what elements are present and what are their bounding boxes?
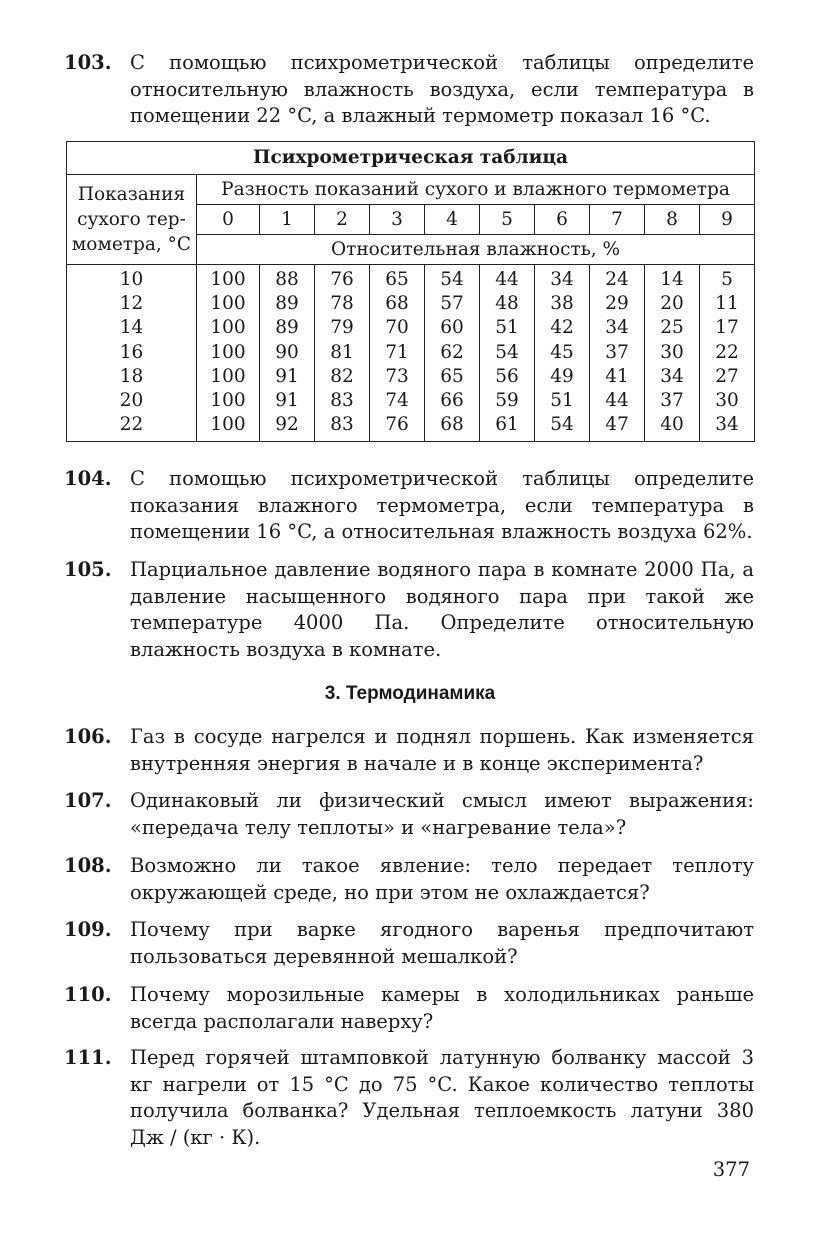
problem-111 bbox=[64, 1045, 754, 1151]
problem-104 bbox=[64, 466, 754, 546]
humidity-column-1 bbox=[260, 265, 315, 442]
humidity-value: 91 bbox=[275, 390, 299, 412]
humidity-value: 38 bbox=[550, 293, 574, 315]
humidity-value: 89 bbox=[275, 317, 299, 339]
dry-temperature: 12 bbox=[119, 293, 144, 315]
humidity-value: 76 bbox=[330, 269, 354, 290]
humidity-column-3 bbox=[370, 265, 425, 442]
humidity-column-4 bbox=[425, 265, 480, 442]
dry-temperature: 18 bbox=[119, 365, 144, 387]
humidity-value: 100 bbox=[210, 293, 246, 315]
humidity-column-6 bbox=[535, 265, 590, 442]
humidity-value: 90 bbox=[275, 341, 299, 363]
humidity-value: 100 bbox=[210, 317, 246, 339]
problem-text: Почему при варке ягодного варенья предпочитают пользоваться деревянной мешалкой? bbox=[130, 918, 754, 968]
dry-header-line: сухого тер- bbox=[77, 209, 186, 230]
humidity-value: 54 bbox=[550, 414, 574, 436]
problem-number: 107. bbox=[64, 789, 112, 812]
humidity-value: 59 bbox=[495, 390, 519, 412]
humidity-value: 100 bbox=[210, 390, 246, 412]
table-caption: Психрометрическая таблица bbox=[67, 142, 755, 175]
problem-text: С помощью психрометрической таблицы определите показания влажного термометра, если температура в помещении 16 °C, а относительная влажность воздуха 62%. bbox=[130, 467, 754, 543]
dry-temperature-column bbox=[67, 265, 197, 442]
humidity-value: 100 bbox=[210, 269, 246, 290]
problem-number: 105. bbox=[64, 558, 112, 581]
difference-col-9: 9 bbox=[700, 205, 755, 235]
section-title: 3. Термодинамика bbox=[324, 683, 496, 704]
humidity-value: 56 bbox=[495, 365, 519, 387]
humidity-column-0 bbox=[197, 265, 260, 442]
humidity-value: 54 bbox=[440, 269, 464, 290]
dry-header-line: Показания bbox=[77, 184, 186, 205]
humidity-column-5 bbox=[480, 265, 535, 442]
difference-col-6: 6 bbox=[535, 205, 590, 235]
humidity-value: 30 bbox=[715, 390, 739, 412]
dry-temperature: 20 bbox=[119, 390, 144, 412]
problem-text: Почему морозильные камеры в холодильниках раньше всегда располагали наверху? bbox=[130, 983, 754, 1033]
humidity-value: 41 bbox=[605, 365, 629, 387]
problem-number: 110. bbox=[64, 983, 112, 1006]
humidity-value: 61 bbox=[495, 414, 519, 436]
problem-number: 111. bbox=[64, 1046, 112, 1069]
dry-thermometer-header bbox=[67, 175, 197, 265]
psychrometric-table bbox=[66, 141, 754, 442]
humidity-value: 27 bbox=[715, 365, 739, 387]
dry-temperature: 22 bbox=[119, 414, 144, 436]
humidity-value: 44 bbox=[495, 269, 519, 290]
difference-col-3: 3 bbox=[370, 205, 425, 235]
problem-text: С помощью психрометрической таблицы определите относительную влажность воздуха, если температура в помещении 22 °C, а влажный термометр показал 16 °C. bbox=[130, 51, 754, 127]
dry-header-line: мометра, °C bbox=[71, 234, 192, 255]
humidity-value: 68 bbox=[385, 293, 409, 315]
humidity-value: 65 bbox=[385, 269, 409, 290]
problem-110 bbox=[64, 982, 754, 1035]
humidity-value: 73 bbox=[385, 365, 409, 387]
humidity-value: 34 bbox=[715, 414, 739, 436]
dry-temperature: 10 bbox=[119, 269, 144, 290]
problem-text: Газ в сосуде нагрелся и поднял поршень. Как изменяется внутренняя энергия в начале и в конце эксперимента? bbox=[130, 725, 754, 775]
problem-number: 108. bbox=[64, 854, 112, 877]
problem-text: Одинаковый ли физический смысл имеют выражения: «передача телу теплоты» и «нагревание тела»? bbox=[130, 789, 754, 839]
dry-temperature: 16 bbox=[119, 341, 144, 363]
humidity-column-7 bbox=[590, 265, 645, 442]
humidity-value: 83 bbox=[330, 414, 354, 436]
humidity-value: 79 bbox=[330, 317, 354, 339]
humidity-value: 44 bbox=[605, 390, 629, 412]
humidity-value: 83 bbox=[330, 390, 354, 412]
difference-col-1: 1 bbox=[260, 205, 315, 235]
humidity-header: Относительная влажность, % bbox=[197, 235, 755, 265]
humidity-value: 29 bbox=[605, 293, 629, 315]
problem-text: Перед горячей штамповкой латунную болванку массой 3 кг нагрели от 15 °C до 75 °C. Какое количество теплоты получила болванка? Удельная теплоемкость латуни 380 Дж / (кг · К). bbox=[130, 1046, 754, 1149]
problem-105 bbox=[64, 557, 754, 663]
humidity-value: 14 bbox=[660, 269, 684, 290]
humidity-value: 49 bbox=[550, 365, 574, 387]
humidity-column-8 bbox=[645, 265, 700, 442]
difference-col-0: 0 bbox=[197, 205, 260, 235]
humidity-value: 34 bbox=[660, 365, 684, 387]
humidity-value: 34 bbox=[550, 269, 574, 290]
humidity-value: 68 bbox=[440, 414, 464, 436]
humidity-value: 17 bbox=[715, 317, 739, 339]
problem-106 bbox=[64, 724, 754, 777]
humidity-value: 47 bbox=[605, 414, 629, 436]
problem-109 bbox=[64, 917, 754, 970]
humidity-value: 65 bbox=[440, 365, 464, 387]
problem-number: 109. bbox=[64, 918, 112, 941]
problem-number: 106. bbox=[64, 725, 112, 748]
humidity-value: 37 bbox=[605, 341, 629, 363]
humidity-value: 45 bbox=[550, 341, 574, 363]
humidity-value: 37 bbox=[660, 390, 684, 412]
humidity-value: 24 bbox=[605, 269, 629, 290]
humidity-value: 88 bbox=[275, 269, 299, 290]
humidity-column-9 bbox=[700, 265, 755, 442]
humidity-value: 57 bbox=[440, 293, 464, 315]
problem-number: 103. bbox=[64, 51, 112, 74]
humidity-value: 51 bbox=[495, 317, 519, 339]
humidity-value: 5 bbox=[721, 269, 733, 290]
humidity-value: 92 bbox=[275, 414, 299, 436]
humidity-value: 42 bbox=[550, 317, 574, 339]
humidity-value: 25 bbox=[660, 317, 684, 339]
humidity-value: 76 bbox=[385, 414, 409, 436]
humidity-value: 78 bbox=[330, 293, 354, 315]
page-number: 377 bbox=[712, 1158, 750, 1181]
humidity-value: 100 bbox=[210, 414, 246, 436]
humidity-value: 22 bbox=[715, 341, 739, 363]
dry-temperature: 14 bbox=[119, 317, 144, 339]
problem-number: 104. bbox=[64, 467, 112, 490]
problem-text: Парциальное давление водяного пара в комнате 2000 Па, а давление насыщенного водяного пара при такой же температуре 4000 Па. Определите относительную влажность воздуха в комнате. bbox=[130, 558, 754, 661]
humidity-value: 34 bbox=[605, 317, 629, 339]
humidity-value: 66 bbox=[440, 390, 464, 412]
humidity-value: 71 bbox=[385, 341, 409, 363]
humidity-value: 74 bbox=[385, 390, 409, 412]
humidity-value: 51 bbox=[550, 390, 574, 412]
difference-col-5: 5 bbox=[480, 205, 535, 235]
humidity-value: 11 bbox=[715, 293, 739, 315]
humidity-value: 70 bbox=[385, 317, 409, 339]
humidity-value: 30 bbox=[660, 341, 684, 363]
humidity-value: 91 bbox=[275, 365, 299, 387]
problem-108 bbox=[64, 853, 754, 906]
problem-103 bbox=[64, 50, 754, 130]
humidity-value: 40 bbox=[660, 414, 684, 436]
humidity-value: 20 bbox=[660, 293, 684, 315]
humidity-value: 60 bbox=[440, 317, 464, 339]
problem-107 bbox=[64, 788, 754, 841]
humidity-column-2 bbox=[315, 265, 370, 442]
humidity-value: 48 bbox=[495, 293, 519, 315]
humidity-value: 100 bbox=[210, 341, 246, 363]
humidity-value: 82 bbox=[330, 365, 354, 387]
difference-header: Разность показаний сухого и влажного термометра bbox=[197, 175, 755, 205]
humidity-value: 89 bbox=[275, 293, 299, 315]
humidity-value: 81 bbox=[330, 341, 354, 363]
difference-col-2: 2 bbox=[315, 205, 370, 235]
humidity-value: 100 bbox=[210, 365, 246, 387]
difference-col-4: 4 bbox=[425, 205, 480, 235]
problem-text: Возможно ли такое явление: тело передает теплоту окружающей среде, но при этом не охлаждается? bbox=[130, 854, 754, 904]
difference-col-7: 7 bbox=[590, 205, 645, 235]
difference-col-8: 8 bbox=[645, 205, 700, 235]
humidity-value: 62 bbox=[440, 341, 464, 363]
humidity-value: 54 bbox=[495, 341, 519, 363]
